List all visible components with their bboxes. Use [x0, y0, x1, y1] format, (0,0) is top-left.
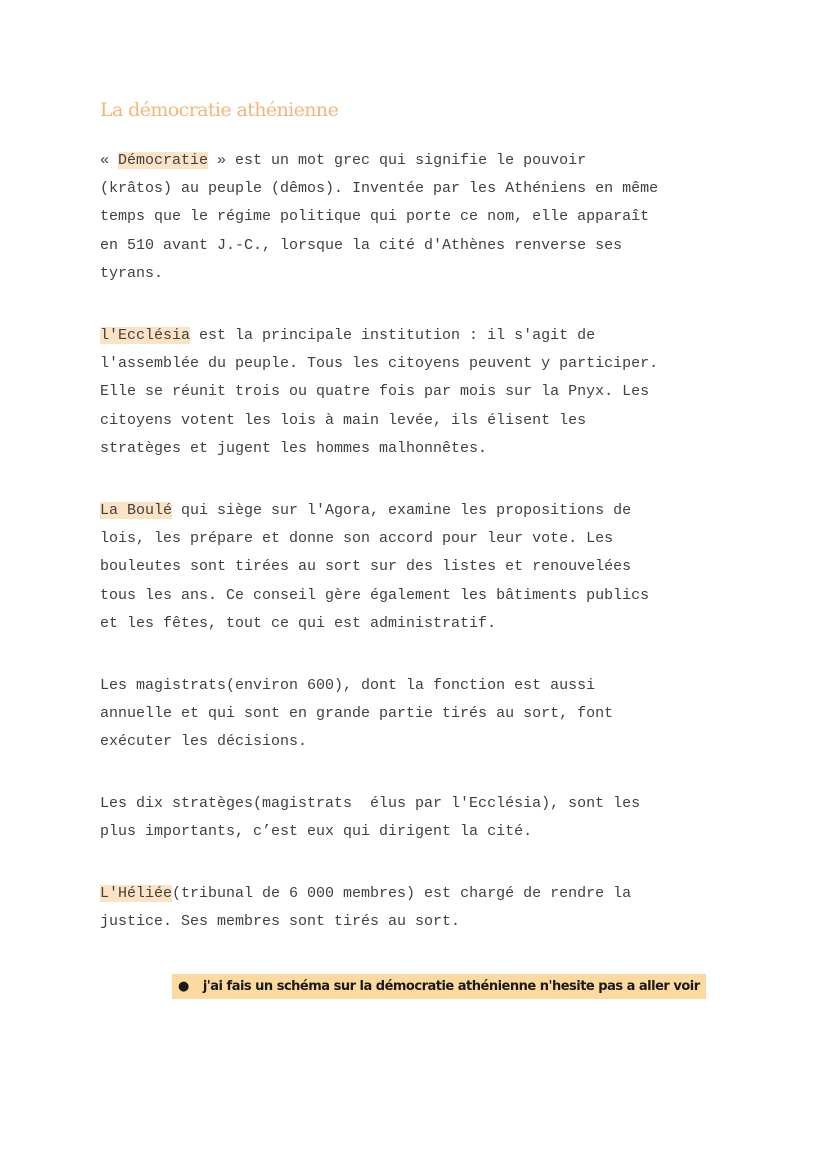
paragraph-line: exécuter les décisions.	[100, 733, 308, 751]
paragraph-heliee	[100, 880, 740, 936]
line-segment: est la principale institution : il s'agit de	[190, 327, 596, 344]
paragraph-line: et les fêtes, tout ce qui est administratif.	[100, 614, 497, 632]
paragraph-line: stratèges et jugent les hommes malhonnêtes.	[100, 439, 488, 457]
paragraph-line: tyrans.	[100, 264, 164, 282]
paragraph-line	[100, 322, 740, 350]
highlighted-term: Démocratie	[118, 152, 209, 169]
page-title: La démocratie athénienne	[100, 99, 339, 121]
line-segment: qui siège sur l'Agora, examine les propositions de	[172, 502, 632, 519]
paragraph-line	[100, 880, 740, 908]
paragraph-line: en 510 avant J.-C., lorsque la cité d'Athènes renverse ses	[100, 236, 623, 254]
paragraph-boule	[100, 497, 740, 638]
paragraph-line: Les magistrats(environ 600), dont la fonction est aussi	[100, 677, 596, 694]
paragraph-line: l'assemblée du peuple. Tous les citoyens peuvent y participer.	[100, 355, 659, 373]
paragraph-line: (krâtos) au peuple (dêmos). Inventée par les Athéniens en même	[100, 180, 659, 198]
note-text: j'ai fais un schéma sur la démocratie athénienne n'hesite pas a aller voir	[202, 979, 700, 994]
paragraph-magistrats	[100, 672, 740, 757]
bullet-icon: ●	[178, 979, 189, 994]
paragraph-line	[100, 147, 740, 175]
highlighted-term: L'Héliée	[100, 885, 173, 902]
paragraph-line: bouleutes sont tirées au sort sur des listes et renouvelées	[100, 558, 632, 576]
paragraph-line	[100, 497, 740, 525]
paragraph-democratie	[100, 147, 740, 288]
paragraph-line: tous les ans. Ce conseil gère également les bâtiments publics	[100, 586, 650, 604]
paragraph-line: citoyens votent les lois à main levée, ils élisent les	[100, 411, 587, 429]
paragraph-line: justice. Ses membres sont tirés au sort.	[100, 913, 461, 931]
paragraph-strateges	[100, 790, 740, 846]
line-segment: «	[100, 152, 119, 169]
paragraph-line: temps que le régime politique qui porte ce nom, elle apparaît	[100, 208, 650, 226]
highlighted-term: La Boulé	[100, 502, 173, 519]
paragraph-line: plus importants, c’est eux qui dirigent la cité.	[100, 823, 533, 841]
paragraph-line: lois, les prépare et donne son accord pour leur vote. Les	[100, 530, 614, 548]
line-segment: (tribunal de 6 000 membres) est chargé de rendre la	[172, 885, 632, 902]
schema-note	[172, 974, 706, 999]
paragraph-ecclesia	[100, 322, 740, 463]
line-segment: » est un mot grec qui signifie le pouvoir	[208, 152, 587, 169]
paragraph-line: annuelle et qui sont en grande partie tirés au sort, font	[100, 705, 614, 723]
paragraph-line: Elle se réunit trois ou quatre fois par mois sur la Pnyx. Les	[100, 383, 650, 401]
paragraph-line: Les dix stratèges(magistrats élus par l'Ecclésia), sont les	[100, 795, 641, 812]
highlighted-term: l'Ecclésia	[100, 327, 191, 344]
